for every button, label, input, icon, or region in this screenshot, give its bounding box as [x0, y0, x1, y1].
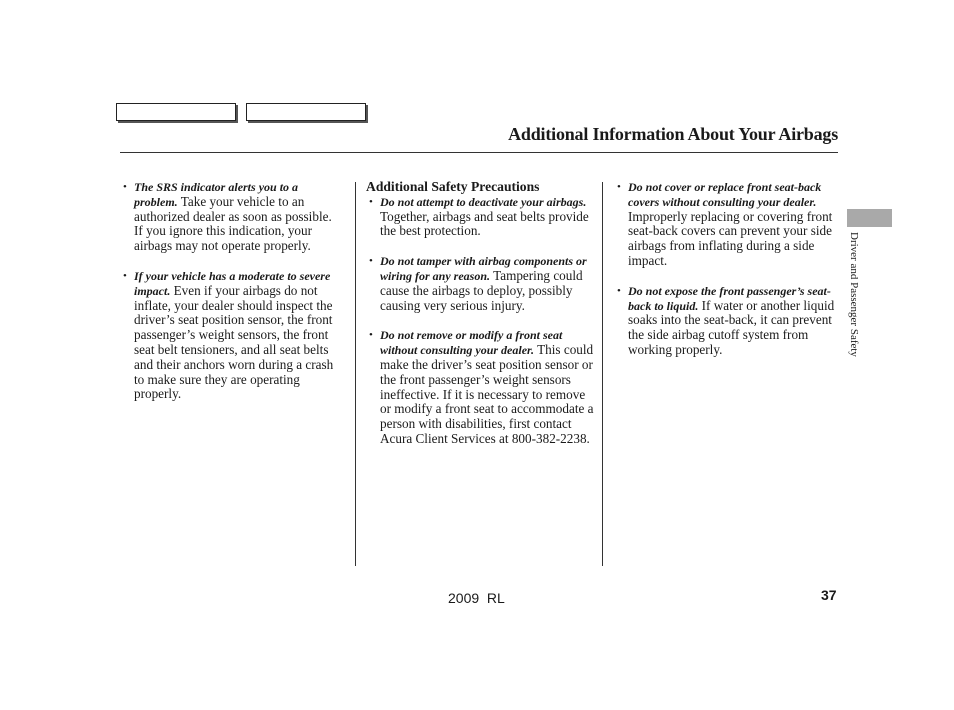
page-number: 37	[821, 587, 837, 603]
bullet-item	[614, 284, 842, 358]
footer-model: 2009 RL	[448, 590, 505, 606]
bullet-heading: Do not cover or replace front seat-back covers without consulting your dealer.	[628, 180, 822, 209]
bullet-heading: Do not expose the front passenger’s seat-back to liquid.	[628, 283, 831, 313]
bullet-text: Tampering could cause the airbags to deploy, possibly causing very serious injury.	[380, 267, 583, 313]
text-column-2	[366, 180, 594, 447]
page-title: Additional Information About Your Airbags	[508, 124, 838, 144]
section-subheading: Additional Safety Precautions	[366, 179, 540, 194]
bullet-text: If water or another liquid soaks into the seat-back, it can prevent the side airbag cutoff system from working properly.	[628, 297, 835, 357]
section-label: Driver and Passenger Safety	[848, 232, 860, 357]
bullet-text: Improperly replacing or covering front seat-back covers can prevent your side airbags from inflating during a side impact.	[628, 208, 833, 268]
bullet-heading: The SRS indicator alerts you to a problem.	[134, 180, 299, 209]
bullet-item	[614, 180, 842, 269]
section-tab[interactable]	[847, 209, 892, 227]
bullet-heading: Do not remove or modify a front seat without consulting your dealer.	[380, 328, 563, 358]
bullet-item	[120, 269, 342, 402]
column-divider	[602, 182, 603, 566]
title-divider	[120, 152, 838, 153]
text-column-1	[120, 180, 342, 402]
bullet-text: Even if your airbags do not inflate, your dealer should inspect the driver’s seat position sensor, the front passenger’s weight sensors, the front seat belt tensioners, and all seat belts and their anchors worn during a crash to make sure they are operating properly.	[134, 282, 334, 402]
bullet-heading: Do not attempt to deactivate your airbags.	[380, 194, 587, 209]
text-column-3	[614, 180, 842, 358]
bullet-item	[366, 254, 594, 313]
bullet-heading: Do not tamper with airbag components or wiring for any reason.	[380, 254, 587, 283]
previous-page-button[interactable]	[116, 103, 236, 121]
bullet-item	[120, 180, 342, 254]
bullet-item	[366, 195, 594, 239]
column-divider	[355, 182, 356, 566]
bullet-heading: If your vehicle has a moderate to severe impact.	[134, 268, 331, 298]
bullet-item	[366, 328, 594, 446]
bullet-text: This could make the driver’s seat position sensor or the front passenger’s weight sensors ineffective. If it is necessary to remove or modify a front seat to accommodate a person with disabilities, first contact Acura Client Services at 800-382-2238.	[380, 342, 594, 446]
bullet-text: Take your vehicle to an authorized dealer as soon as possible. If you ignore this indication, your airbags may not operate properly.	[134, 193, 332, 254]
bullet-text: Together, airbags and seat belts provide the best protection.	[380, 208, 589, 239]
next-page-button[interactable]	[246, 103, 366, 121]
